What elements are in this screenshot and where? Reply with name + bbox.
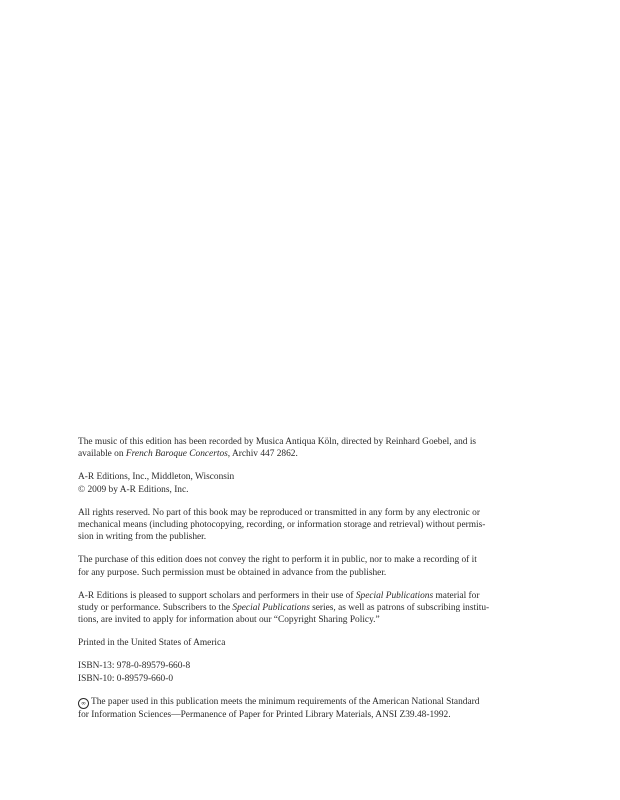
album-title: French Baroque Concertos <box>125 449 228 460</box>
support-line-2-pre: study or performance. Subscribers to the <box>78 603 233 614</box>
support-line-2 <box>78 602 548 614</box>
support-statement <box>78 590 548 627</box>
recording-line-2-post: , Archiv 447 2862. <box>227 449 298 460</box>
isbn-block <box>78 660 548 685</box>
performance-line-1: The purchase of this edition does not convey the right to perform it in public, nor to make a recording of it <box>78 555 477 566</box>
recording-line-2-pre: available on <box>78 449 126 460</box>
rights-reserved <box>78 507 548 544</box>
support-line-3: tions, are invited to apply for information about our “Copyright Sharing Policy.” <box>78 615 380 626</box>
printed-line: Printed in the United States of America <box>78 638 226 649</box>
publisher-line-1: A-R Editions, Inc., Middleton, Wisconsin <box>78 472 235 483</box>
printed-in <box>78 637 548 649</box>
paper-line-1-text: The paper used in this publication meets the minimum requirements of the American National Standard <box>91 696 480 707</box>
recording-line-1: The music of this edition has been recorded by Musica Antiqua Köln, directed by Reinhard Goebel, and is <box>78 437 477 447</box>
rights-line-2: mechanical means (including photocopying, recording, or information storage and retrieval) without permis- <box>78 520 486 531</box>
isbn-13: ISBN-13: 978-0-89579-660-8 <box>78 661 191 672</box>
support-line-1-post: material for <box>433 590 480 601</box>
series-title-2: Special Publications <box>232 603 310 614</box>
recording-line-2 <box>78 448 548 460</box>
rights-line-1: All rights reserved. No part of this book may be reproduced or transmitted in any form by any electronic or <box>78 507 480 518</box>
performance-line-2: for any purpose. Such permission must be obtained in advance from the publisher. <box>78 567 387 578</box>
paper-line-2: for Information Sciences—Permanence of Paper for Printed Library Materials, ANSI Z39.48-1992. <box>78 709 451 720</box>
support-line-1 <box>78 590 548 602</box>
rights-line-3: sion in writing from the publisher. <box>78 532 207 543</box>
copyright-notice: © 2009 by A-R Editions, Inc. <box>78 484 189 495</box>
copyright-page-text <box>78 436 548 732</box>
recording-note <box>78 436 548 461</box>
support-line-2-post: series, as well as patrons of subscribing institu- <box>309 603 490 614</box>
isbn-10: ISBN-10: 0-89579-660-0 <box>78 673 174 684</box>
support-line-1-pre: A-R Editions is pleased to support scholars and performers in their use of <box>78 590 356 601</box>
paper-permanence <box>78 696 548 721</box>
permanent-paper-icon: ∞ <box>78 698 89 709</box>
paper-line-1 <box>78 696 548 709</box>
series-title-1: Special Publications <box>355 590 434 601</box>
publisher-info <box>78 471 548 496</box>
performance-notice <box>78 554 548 579</box>
